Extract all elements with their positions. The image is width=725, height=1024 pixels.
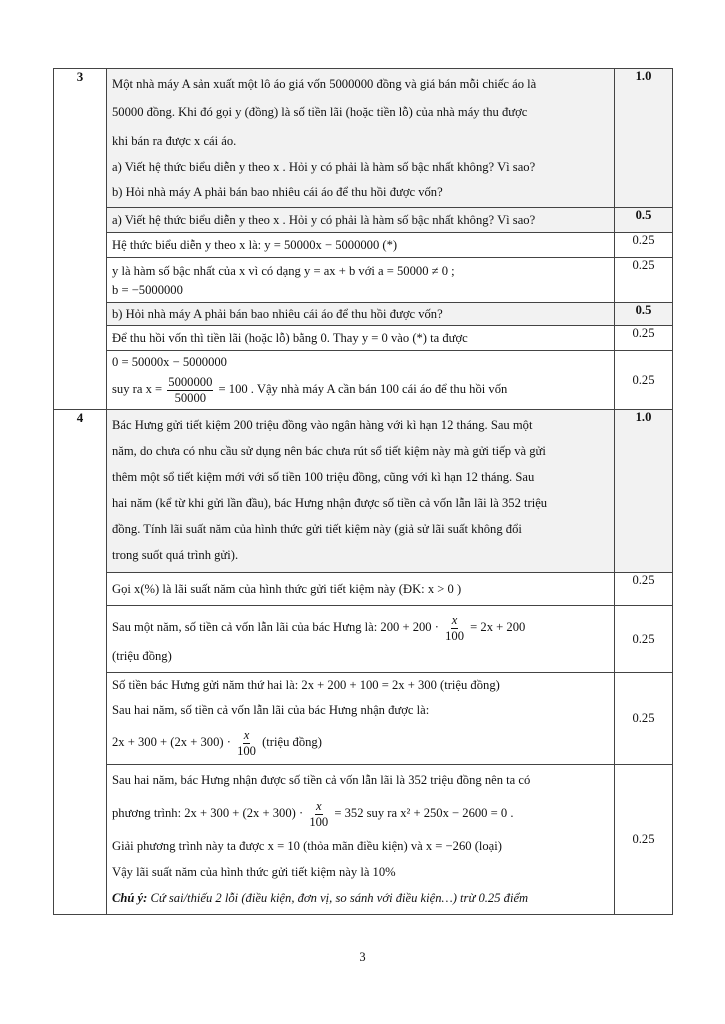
q3-step2-row [54, 258, 673, 303]
q4-step3-row [54, 673, 673, 765]
q3-step3: Để thu hồi vốn thì tiền lãi (hoặc lỗ) bằng 0. Thay y = 0 vào (*) ta được [107, 326, 615, 351]
page-number: 3 [359, 950, 366, 964]
q4-statement [107, 410, 615, 573]
q3-step2: y là hàm số bậc nhất của x vì có dạng y = ax + b với a = 50000 ≠ 0 ; b = −5000000 [107, 258, 615, 303]
q3-part-a-score: 0.5 [615, 208, 673, 233]
q3-step4-fraction: $\frac{5000000}{50000}$ [168, 374, 213, 405]
q4-statement-line: đồng. Tính lãi suất năm của hình thức gửi tiết kiệm này (giả sử lãi suất không đổi [112, 522, 522, 536]
q4-number: 4 [54, 410, 107, 915]
q4-step1-score: 0.25 [615, 573, 673, 606]
q3-part-b-score: 0.5 [615, 303, 673, 326]
q3-step3-row [54, 326, 673, 351]
q3-step1-score: 0.25 [615, 233, 673, 258]
q3-statement-line: Một nhà máy A sản xuất một lô áo giá vốn 5000000 đồng và giá bán mỗi chiếc áo là [112, 77, 537, 91]
q4-step1-row [54, 573, 673, 606]
q3-statement-score: 1.0 [615, 69, 673, 208]
q3-step3-score: 0.25 [615, 326, 673, 351]
q4-step4-score: 0.25 [615, 765, 673, 915]
q3-number: 3 [54, 69, 107, 410]
q3-part-a-row [54, 208, 673, 233]
q4-step4-row [54, 765, 673, 915]
q4-statement-line: Bác Hưng gửi tiết kiệm 200 triệu đồng vào ngân hàng với kì hạn 12 tháng. Sau một [112, 418, 533, 432]
q4-step3: Số tiền bác Hưng gửi năm thứ hai là: 2x + 200 + 100 = 2x + 300 (triệu đồng) Sau hai năm, số tiền cả vốn lẫn lãi của bác Hưng nhận được là: 2x + 300 + (2x + 300) · $\frac{x}{100}$ (triệu đồng) [107, 673, 615, 765]
q4-statement-line: trong suốt quá trình gửi). [112, 548, 239, 562]
q4-step3-score: 0.25 [615, 673, 673, 765]
q3-part-b-heading: b) Hỏi nhà máy A phải bán bao nhiêu cái áo để thu hồi được vốn? [107, 303, 615, 326]
q3-statement-row [54, 69, 673, 208]
q4-statement-line: hai năm (kể từ khi gửi lần đầu), bác Hưng nhận được số tiền cả vốn lẫn lãi là 352 triệu [112, 496, 548, 510]
q4-step3-fraction: $\frac{x}{100}$ [237, 727, 256, 758]
q4-step1: Gọi x(%) là lãi suất năm của hình thức gửi tiết kiệm này (ĐK: x > 0 ) [107, 573, 615, 606]
q4-step2-fraction: $\frac{x}{100}$ [445, 612, 464, 643]
q3-part-b-row [54, 303, 673, 326]
q3-step4: 0 = 50000x − 5000000 suy ra x = $\frac{5000000}{50000}$ = 100 . Vậy nhà máy A cần bán 100 cái áo để thu hồi vốn [107, 351, 615, 410]
q4-statement-line: năm, do chưa có nhu cầu sử dụng nên bác chưa rút sổ tiết kiệm này mà gửi tiếp và gửi [112, 444, 546, 458]
q4-note: Chú ý: Cứ sai/thiếu 2 lỗi (điều kiện, đơn vị, so sánh với điều kiện…) trừ 0.25 điểm [112, 891, 529, 905]
q4-step4: Sau hai năm, bác Hưng nhận được số tiền cả vốn lẫn lãi là 352 triệu đồng nên ta có phương trình: 2x + 300 + (2x + 300) · $\frac{x}{100}$ = 352 suy ra x² + 250x − 2600 = 0 . Giải phương trình này ta được x = 10 (thỏa mãn điều kiện) và x = −260 (loại) Vậy lãi suất năm của hình thức gửi tiết kiệm này là 10% Chú ý: Cứ sai/thiếu 2 lỗi (điều kiện, đơn vị, so sánh với điều kiện…) trừ 0.25 điểm [107, 765, 615, 915]
q3-step4-score: 0.25 [615, 351, 673, 410]
q4-statement-score: 1.0 [615, 410, 673, 573]
q4-step4-fraction: $\frac{x}{100}$ [309, 798, 329, 829]
q3-statement-line: b) Hỏi nhà máy A phải bán bao nhiêu cái áo để thu hồi được vốn? [112, 185, 443, 199]
q4-step2: Sau một năm, số tiền cả vốn lẫn lãi của bác Hưng là: 200 + 200 · $\frac{x}{100}$ = 2x + 200 (triệu đồng) [107, 606, 615, 673]
q3-statement-line: a) Viết hệ thức biểu diễn y theo x . Hỏi y có phải là hàm số bậc nhất không? Vì sao? [112, 160, 536, 174]
q4-statement-line: thêm một sổ tiết kiệm mới với số tiền 100 triệu đồng, cũng với kì hạn 12 tháng. Sau [112, 470, 535, 484]
q4-statement-row [54, 410, 673, 573]
q4-step2-row [54, 606, 673, 673]
q3-statement-line: khi bán ra được x cái áo. [112, 134, 237, 148]
q3-step1-row [54, 233, 673, 258]
q3-step2-score: 0.25 [615, 258, 673, 303]
q3-statement [107, 69, 615, 208]
q3-part-a-heading: a) Viết hệ thức biểu diễn y theo x . Hỏi y có phải là hàm số bậc nhất không? Vì sao? [107, 208, 615, 233]
grading-table [53, 68, 673, 915]
q3-statement-line: 50000 đồng. Khi đó gọi y (đồng) là số tiền lãi (hoặc tiền lỗ) của nhà máy thu được [112, 105, 528, 119]
q3-step1: Hệ thức biểu diễn y theo x là: y = 50000x − 5000000 (*) [107, 233, 615, 258]
q4-step2-score: 0.25 [615, 606, 673, 673]
q3-step4-row [54, 351, 673, 410]
